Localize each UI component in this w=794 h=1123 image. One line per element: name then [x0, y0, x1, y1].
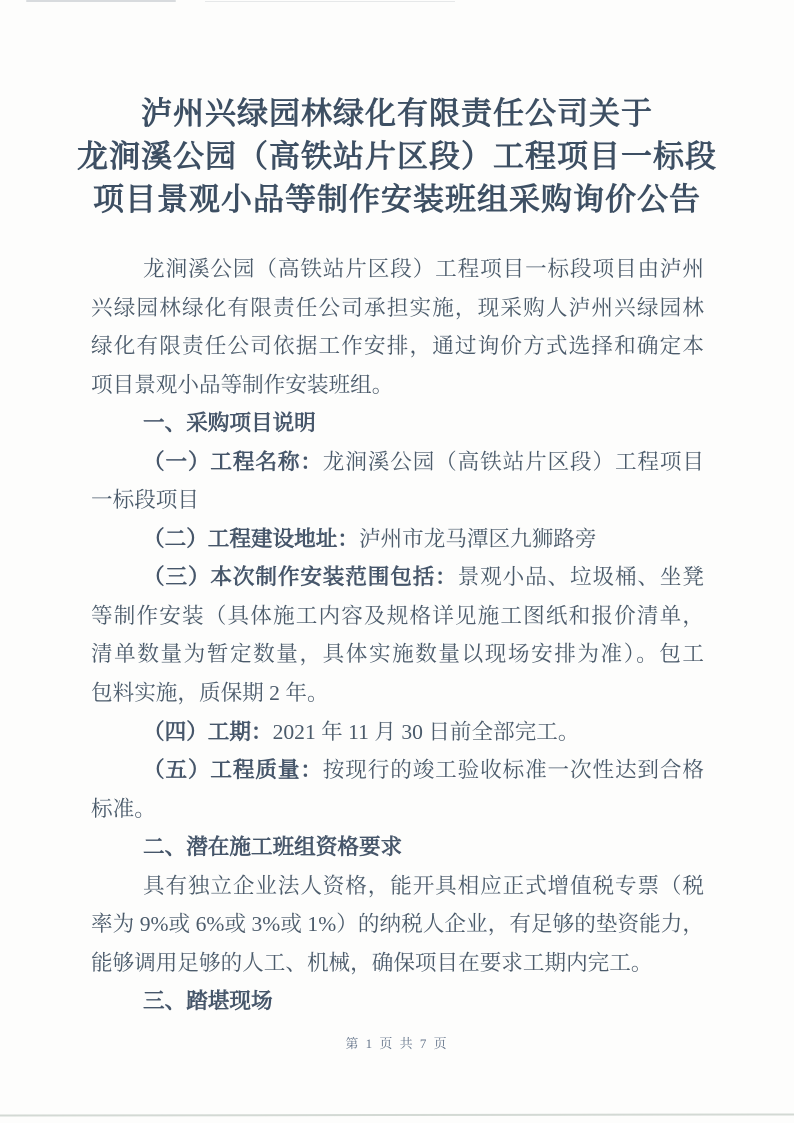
- text-line: [91, 905, 704, 944]
- line-bold-text: （五）工程质量：: [143, 758, 323, 783]
- line-text: 龙涧溪公园（高铁站片区段）工程项目: [322, 449, 704, 474]
- line-text: 率为 9%或 6%或 3%或 1%）的纳税人企业，有足够的垫资能力，: [91, 912, 704, 937]
- line-bold-text: 二、潜在施工班组资格要求: [143, 835, 403, 860]
- title-line-3: 项目景观小品等制作安装班组采购询价公告: [93, 182, 701, 217]
- text-line: [91, 944, 704, 983]
- line-text: 泸州市龙马潭区九狮路旁: [358, 526, 597, 551]
- text-line: [91, 713, 704, 752]
- line-bold-text: （三）本次制作安装范围包括：: [143, 565, 458, 590]
- text-line: [91, 635, 704, 674]
- line-bold-text: （四）工期：: [143, 719, 273, 744]
- text-line: [91, 289, 704, 328]
- line-text: 项目景观小品等制作安装班组。: [91, 372, 394, 397]
- text-line: [91, 443, 704, 482]
- text-line: [91, 520, 704, 559]
- document-body: [91, 250, 704, 1021]
- text-line: [91, 366, 704, 405]
- line-bold-text: （二）工程建设地址：: [143, 526, 359, 551]
- line-text: 一标段项目: [91, 488, 199, 513]
- text-line: [91, 250, 704, 289]
- text-line: [91, 867, 704, 906]
- text-line: [91, 327, 704, 366]
- line-text: 能够调用足够的人工、机械，确保项目在要求工期内完工。: [91, 950, 653, 975]
- section-heading-1: [91, 404, 704, 443]
- line-text: 清单数量为暂定数量，具体实施数量以现场安排为准）。包工: [91, 642, 704, 667]
- scan-artifact-top: [26, 0, 176, 2]
- text-line: [91, 790, 704, 829]
- text-line: [91, 597, 704, 636]
- scan-artifact-top-2: [205, 1, 455, 2]
- line-text: 兴绿园林绿化有限责任公司承担实施，现采购人泸州兴绿园林: [91, 295, 704, 320]
- document-title: [0, 92, 794, 221]
- line-text: 绿化有限责任公司依据工作安排，通过询价方式选择和确定本: [91, 334, 704, 359]
- section-heading-3: [91, 982, 704, 1021]
- line-text: 等制作安装（具体施工内容及规格详见施工图纸和报价清单，: [91, 603, 704, 628]
- text-line: [91, 674, 704, 713]
- line-bold-text: 一、采购项目说明: [143, 411, 316, 436]
- line-text: 龙涧溪公园（高铁站片区段）工程项目一标段项目由泸州: [143, 257, 704, 281]
- text-line: [91, 751, 704, 790]
- line-text: 景观小品、垃圾桶、坐凳: [457, 565, 704, 590]
- title-line-1: 泸州兴绿园林绿化有限责任公司关于: [141, 96, 653, 131]
- line-text: 2021 年 11 月 30 日前全部完工。: [272, 719, 580, 744]
- line-bold-text: 三、踏堪现场: [143, 989, 273, 1014]
- text-line: [91, 481, 704, 520]
- text-line: [91, 558, 704, 597]
- title-line-2: 龙涧溪公园（高铁站片区段）工程项目一标段: [77, 139, 717, 174]
- scan-artifact-bottom-edge: [0, 1113, 794, 1116]
- line-text: 包料实施，质保期 2 年。: [91, 681, 329, 706]
- section-heading-2: [91, 828, 704, 867]
- page-number-footer: 第 1 页 共 7 页: [345, 1036, 449, 1051]
- line-text: 按现行的竣工验收标准一次性达到合格: [322, 758, 704, 783]
- line-text: 具有独立企业法人资格，能开具相应正式增值税专票（税: [143, 873, 704, 898]
- line-text: 标准。: [91, 796, 156, 821]
- line-bold-text: （一）工程名称：: [143, 449, 323, 474]
